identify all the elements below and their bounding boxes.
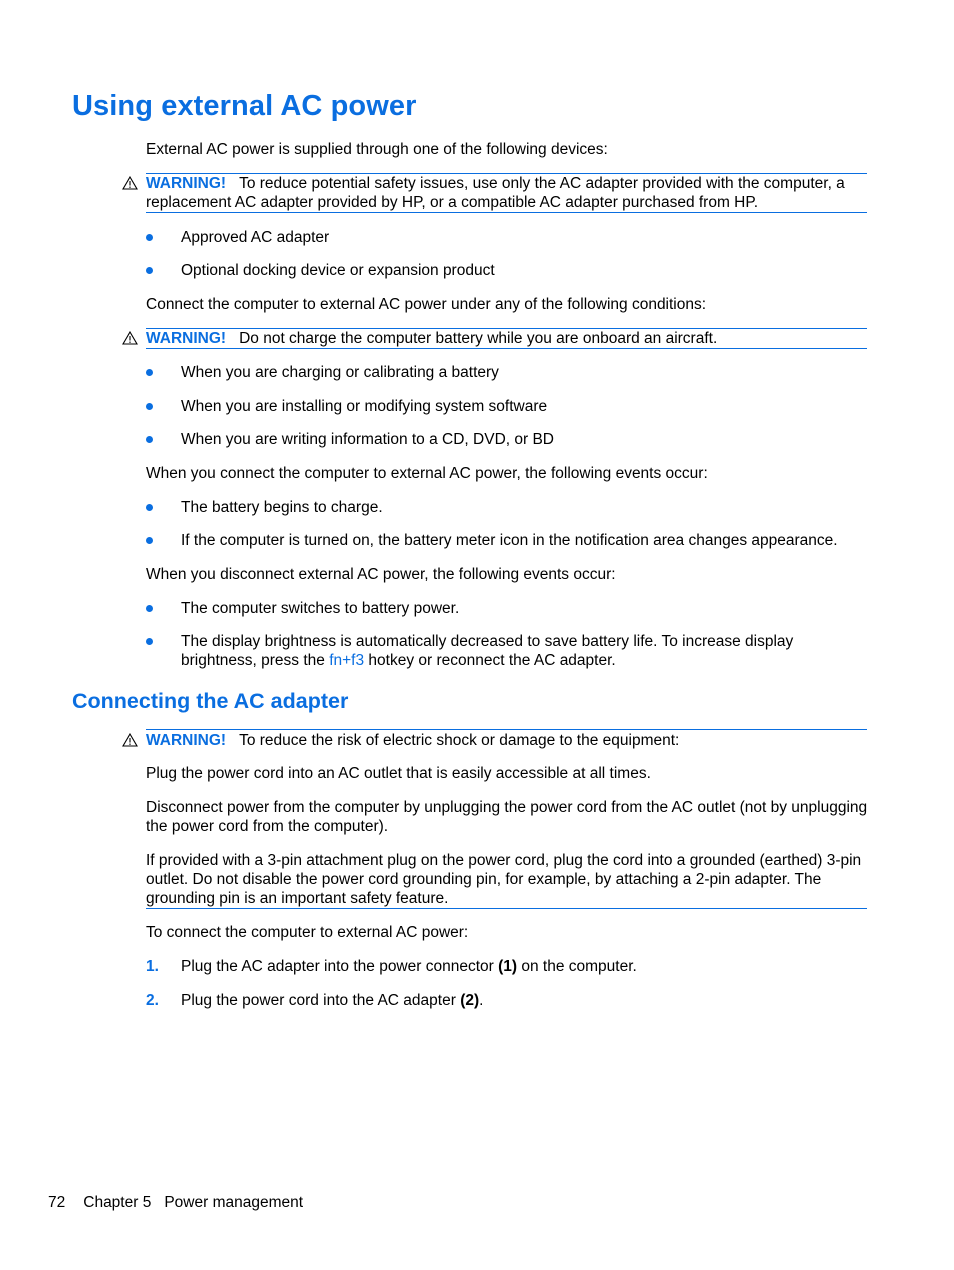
steps-intro-paragraph: To connect the computer to external AC power: — [146, 924, 469, 941]
warning-triangle-icon — [122, 733, 138, 747]
chapter-title: Power management — [164, 1194, 304, 1211]
warning-text: To reduce the risk of electric shock or damage to the equipment: — [239, 732, 680, 749]
warning-label: WARNING! — [146, 175, 227, 192]
warning-top-rule — [146, 729, 867, 730]
disconnect-paragraph: When you disconnect external AC power, the following events occur: — [146, 566, 616, 583]
warning-label: WARNING! — [146, 732, 227, 749]
warning-box — [146, 731, 868, 750]
warning-paragraph: Plug the power cord into an AC outlet that is easily accessible at all times. — [146, 765, 651, 782]
bullet-icon — [146, 504, 153, 511]
page-number: 72 — [48, 1194, 66, 1211]
bullet-icon — [146, 605, 153, 612]
step-number: 2. — [146, 992, 159, 1009]
warning-bottom-rule — [146, 348, 867, 349]
warning-paragraph: Disconnect power from the computer by unplugging the power cord from the AC outlet (not by unplugging the power cord from the computer). — [146, 799, 868, 835]
warning-bottom-rule — [146, 908, 867, 909]
warning-triangle-icon — [122, 331, 138, 345]
bullet-icon — [146, 234, 153, 241]
warning-paragraph: If provided with a 3-pin attachment plug on the power cord, plug the cord into a grounded (earthed) 3-pin outlet. Do not disable the power cord grounding pin, for example, by attaching a 2-pin adapter. The grounding pin is an important safety feature. — [146, 852, 862, 907]
warning-box — [146, 329, 868, 348]
bullet-icon — [146, 403, 153, 410]
page-footer — [48, 1193, 303, 1212]
bullet-icon — [146, 267, 153, 274]
page-title: Using external AC power — [72, 90, 417, 122]
warning-triangle-icon — [122, 176, 138, 190]
warning-label: WARNING! — [146, 330, 227, 347]
warning-text: To reduce potential safety issues, use only the AC adapter provided with the computer, a replacement AC adapter provided by HP, or a compatible AC adapter purchased from HP. — [146, 175, 845, 211]
warning-box — [146, 174, 868, 212]
document-page: Using external AC power External AC power is supplied through one of the following devices: WARNING! To reduce potential safety issues, use only the AC adapter provided with the computer, a replacement AC adapter provided by HP, or a compatible AC adapter purchased from HP. Approved AC adapter Optional docking device or expansion product Connect the computer to external AC power under any of the following conditions: WARNING! Do not charge the computer battery while you are onboard an aircraft. When you are charging or calibrating a battery When you are installing or modifying system software When you are writing information to a CD, DVD, or BD When you connect the computer to external AC power, the following events occur: The battery begins to charge. If the computer is turned on, the battery meter icon in the notification area changes appearance. When you disconnect external AC power, the following events occur: The computer switches to battery power. The display brightness is automatically decreased to save battery life. To increase display brightness, press the fn+f3 hotkey or reconnect the AC adapter. Connecting the AC adapter WARNING! To reduce the risk of electric shock or damage to the equipment: Plug the power cord into an AC outlet that is easily accessible at all times. Disconnect power from the computer by unplugging the power cord from the AC outlet (not by unplugging the power cord from the computer). If provided with a 3-pin attachment plug on the power cord, plug the cord into a grounded (earthed) 3-pin outlet. Do not disable the power cord grounding pin, for example, by attaching a 2-pin adapter. The grounding pin is an important safety feature. To connect the computer to external AC power: 1. Plug the AC adapter into the power connector (1) on the computer. 2. Plug the power cord into the AC adapter (2). 72 Chapter 5 Power management — [48, 90, 868, 1211]
bullet-icon — [146, 369, 153, 376]
warning-bottom-rule — [146, 212, 867, 213]
connect-paragraph: When you connect the computer to external AC power, the following events occur: — [146, 465, 708, 482]
bullet-icon — [146, 436, 153, 443]
chapter-label: Chapter 5 — [83, 1194, 152, 1211]
bullet-icon — [146, 537, 153, 544]
step-number: 1. — [146, 958, 159, 975]
intro-paragraph: External AC power is supplied through one of the following devices: — [146, 141, 608, 158]
subsection-title: Connecting the AC adapter — [72, 689, 349, 713]
warning-text: Do not charge the computer battery while you are onboard an aircraft. — [239, 330, 718, 347]
hotkey-link[interactable]: fn+f3 — [329, 652, 365, 669]
conditions-paragraph: Connect the computer to external AC power under any of the following conditions: — [146, 296, 707, 313]
bullet-icon — [146, 638, 153, 645]
